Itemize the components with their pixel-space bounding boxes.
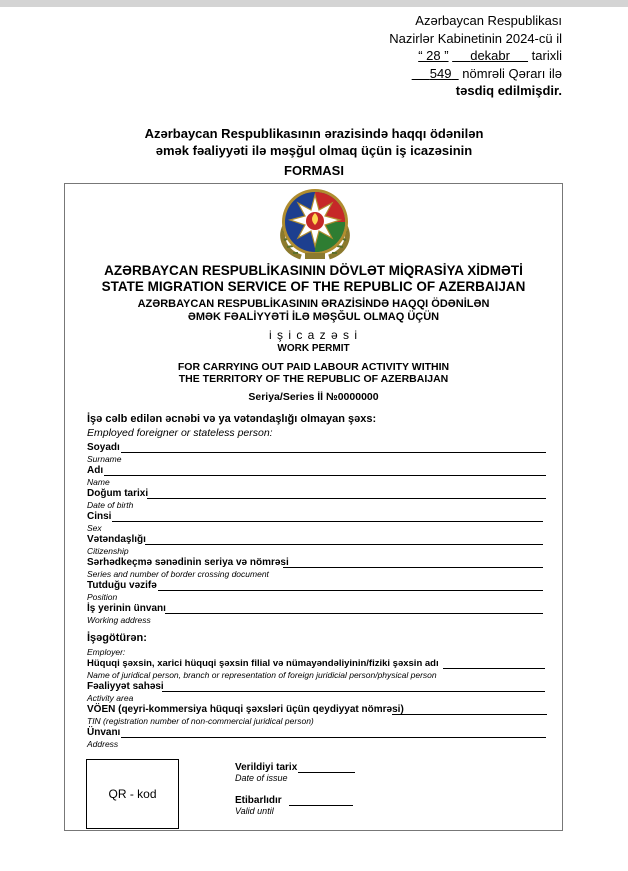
permit-series: Seriya/Series İİ №0000000 bbox=[248, 391, 379, 403]
approval-line-1: Azərbaycan Respublikası bbox=[415, 13, 562, 28]
permit-purpose-en-2: THE TERRITORY OF THE REPUBLIC OF AZERBAIJAN bbox=[178, 373, 449, 385]
tin-field[interactable] bbox=[392, 714, 547, 715]
border-document-label: Sərhədkeçmə sənədinin seriya və nömrəsi bbox=[87, 557, 289, 568]
position-label: Tutduğu vəzifə bbox=[87, 580, 157, 591]
work-address-label-en: Working address bbox=[87, 615, 151, 625]
employer-address-label-en: Address bbox=[87, 739, 119, 749]
approval-block bbox=[389, 12, 562, 100]
permit-purpose-az-1: AZƏRBAYCAN RESPUBLİKASININ ƏRAZİSİNDƏ HAQQI ÖDƏNİLƏN bbox=[137, 298, 490, 310]
employer-name-label-en: Name of juridical person, branch or representation of foreign juridicial person/physical person bbox=[87, 670, 437, 680]
position-label-en: Position bbox=[87, 592, 118, 602]
valid-until-label: Etibarlıdır bbox=[235, 795, 282, 806]
state-emblem-icon bbox=[275, 186, 355, 262]
employer-address-label: Ünvanı bbox=[87, 727, 121, 738]
top-bar bbox=[0, 0, 628, 7]
name-field[interactable] bbox=[104, 475, 546, 476]
surname-label: Soyadı bbox=[87, 442, 120, 453]
employee-header-az: İşə cəlb edilən əcnəbi və ya vətəndaşlığı olmayan şəxs: bbox=[87, 413, 377, 425]
border-document-field[interactable] bbox=[283, 567, 543, 568]
approval-tarixli: tarixli bbox=[531, 48, 562, 63]
sex-label: Cinsi bbox=[87, 511, 112, 522]
citizenship-label: Vətəndaşlığı bbox=[87, 534, 146, 545]
birth-date-label-en: Date of birth bbox=[87, 500, 134, 510]
surname-field[interactable] bbox=[121, 452, 546, 453]
tin-label: VÖEN (qeyri-kommersiya hüquqi şəxsləri üçün qeydiyyat nömrəsi) bbox=[87, 704, 404, 715]
employer-address-field[interactable] bbox=[121, 737, 546, 738]
position-field[interactable] bbox=[158, 590, 543, 591]
approval-line-2: Nazirlər Kabinetinin 2024-cü il bbox=[389, 30, 562, 46]
activity-area-label: Fəaliyyət sahəsi bbox=[87, 681, 164, 692]
approval-month: dekabr bbox=[470, 48, 510, 63]
permit-title-az: i ş i c a z ə s i bbox=[268, 328, 359, 342]
name-label-en: Name bbox=[87, 477, 110, 487]
work-address-field[interactable] bbox=[165, 613, 543, 614]
issue-date-field[interactable] bbox=[298, 772, 355, 773]
valid-until-field[interactable] bbox=[289, 805, 353, 806]
issue-date-label: Verildiyi tarix bbox=[235, 762, 298, 773]
approval-date-line bbox=[389, 47, 562, 65]
approval-number-line bbox=[389, 65, 562, 83]
qr-code-label: QR - kod bbox=[108, 787, 157, 801]
birth-date-label: Doğum tarixi bbox=[87, 488, 149, 499]
agency-name-en: STATE MIGRATION SERVICE OF THE REPUBLIC OF AZERBAIJAN bbox=[101, 279, 526, 294]
form-heading-line-3: FORMASI bbox=[284, 163, 344, 178]
employer-name-label: Hüquqi şəxsin, xarici hüquqi şəxsin filial və nümayəndəliyinin/fiziki şəxsin adı bbox=[87, 658, 439, 669]
valid-until-label-en: Valid until bbox=[235, 806, 274, 816]
employee-header-en: Employed foreigner or stateless person: bbox=[87, 427, 273, 439]
surname-label-en: Surname bbox=[87, 454, 122, 464]
approval-day: “ 28 ” bbox=[418, 48, 449, 63]
work-address-label: İş yerinin ünvanı bbox=[87, 603, 166, 614]
birth-date-field[interactable] bbox=[147, 498, 546, 499]
form-heading-line-1: Azərbaycan Respublikasının ərazisində haqqı ödənilən bbox=[144, 126, 484, 141]
permit-purpose-en-1: FOR CARRYING OUT PAID LABOUR ACTIVITY WITHIN bbox=[177, 361, 450, 373]
activity-area-field[interactable] bbox=[162, 691, 545, 692]
activity-area-label-en: Activity area bbox=[87, 693, 134, 703]
approval-approved: təsdiq edilmişdir. bbox=[455, 83, 562, 98]
sex-field[interactable] bbox=[112, 521, 543, 522]
permit-purpose-az-2: ƏMƏK FƏALİYYƏTİ İLƏ MƏŞĞUL OLMAQ ÜÇÜN bbox=[187, 311, 440, 323]
tin-label-en: TIN (registration number of non-commercial juridical person) bbox=[87, 716, 314, 726]
qr-code-box bbox=[86, 759, 179, 829]
name-label: Adı bbox=[87, 465, 104, 476]
citizenship-label-en: Citizenship bbox=[87, 546, 129, 556]
employer-header-en: Employer: bbox=[87, 647, 126, 657]
border-document-label-en: Series and number of border crossing document bbox=[87, 569, 269, 579]
approval-number: 549 bbox=[429, 65, 452, 81]
approval-decision: nömrəli Qərarı ilə bbox=[462, 65, 562, 81]
permit-title-en: WORK PERMIT bbox=[277, 343, 350, 354]
employer-name-field[interactable] bbox=[443, 668, 545, 669]
employer-header-az: İşəgötürən: bbox=[87, 632, 147, 644]
citizenship-field[interactable] bbox=[145, 544, 543, 545]
sex-label-en: Sex bbox=[87, 523, 102, 533]
agency-name-az: AZƏRBAYCAN RESPUBLİKASININ DÖVLƏT MİQRASİYA XİDMƏTİ bbox=[104, 263, 523, 278]
issue-date-label-en: Date of issue bbox=[235, 773, 288, 783]
form-heading-line-2: əmək fəaliyyəti ilə məşğul olmaq üçün iş icazəsinin bbox=[155, 143, 473, 158]
